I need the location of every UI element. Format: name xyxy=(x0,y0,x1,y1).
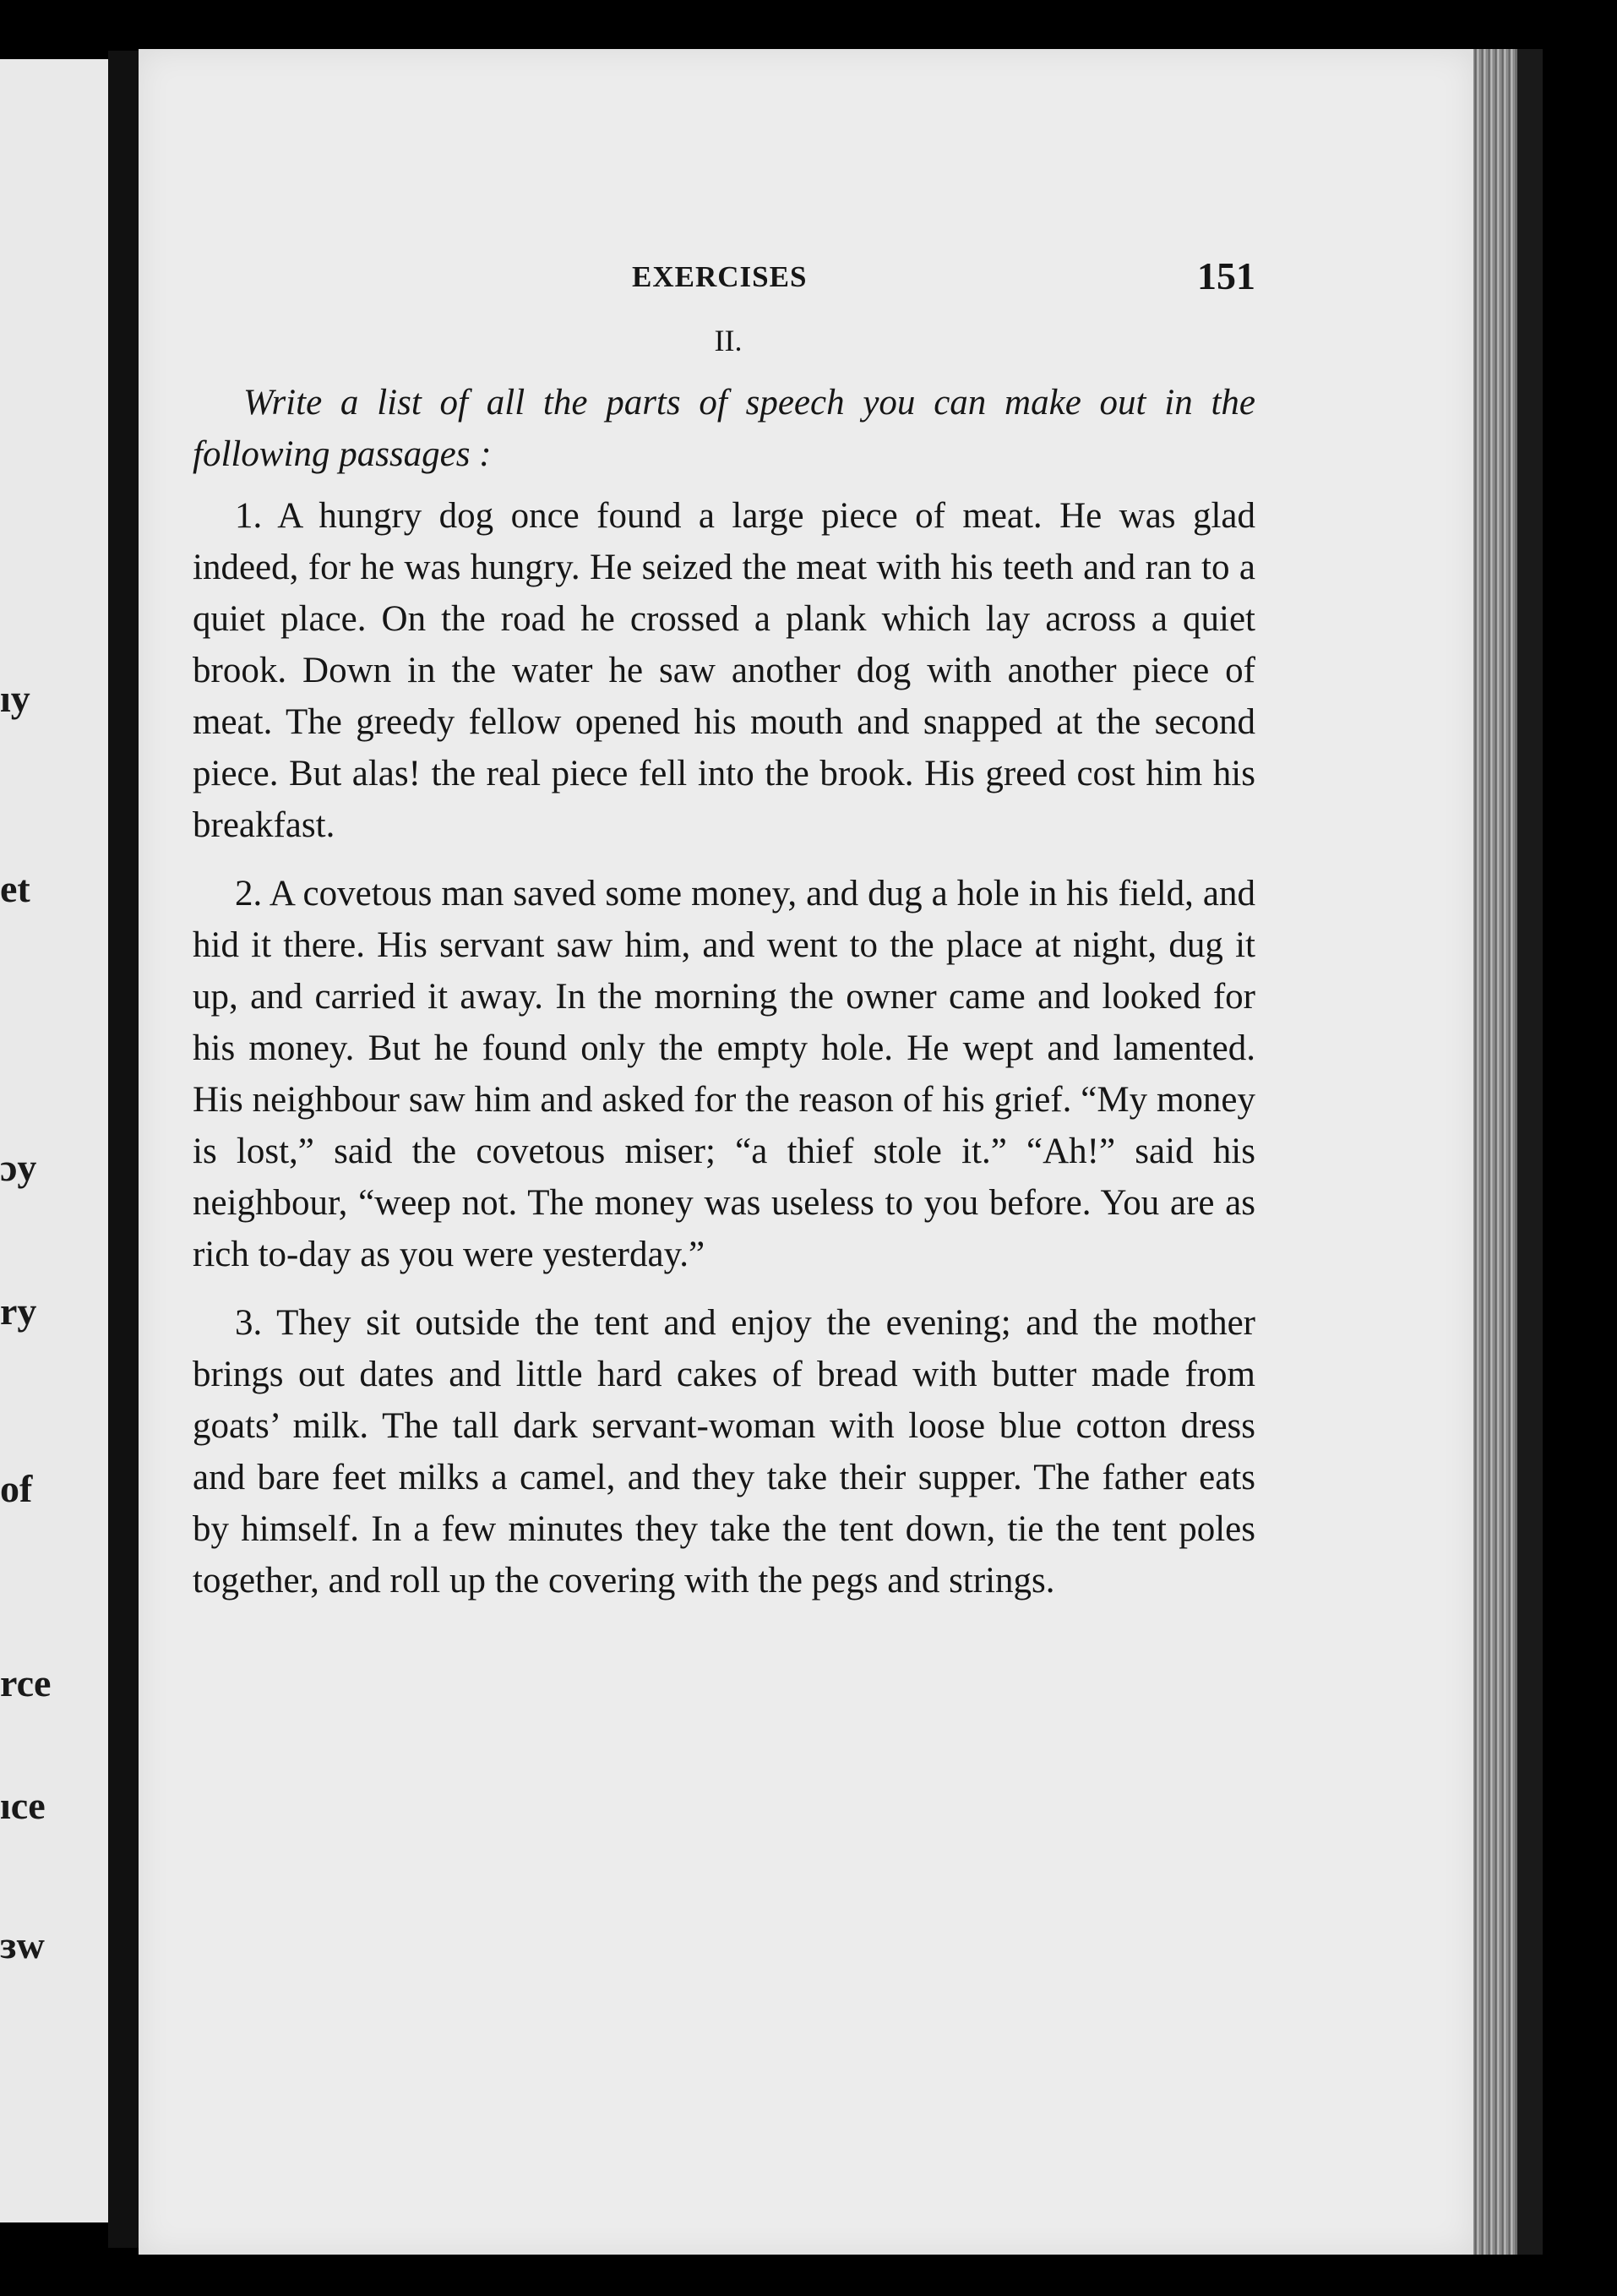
page-edges xyxy=(1473,49,1517,2255)
left-page-word: rce xyxy=(0,1661,52,1704)
left-page-word: ɜw xyxy=(0,1923,45,1966)
page-header xyxy=(193,254,1255,313)
book-gutter xyxy=(108,51,139,2248)
left-page-word: ıy xyxy=(0,677,30,720)
running-head: EXERCISES xyxy=(632,260,808,293)
passage-2: 2. A covetous man saved some money, and dug a hole in his field, and hid it there. His servant saw him, and went to the place at night, dug it up, and carried it away. In the morning the owner came and looked for his money. But he found only the empty hole. He wept and lamented. His neighbour saw him and asked for the reason of his grief. “My money is lost,” said the covetous miser; “a thief stole it.” “Ah!” said his neighbour, “weep not. The money was useless to you before. You are as rich to-day as you were yesterday.” xyxy=(193,874,1255,1274)
left-page-word: of xyxy=(0,1467,33,1510)
section-number: II. xyxy=(714,324,743,357)
passage-1: 1. A hungry dog once found a large piece of meat. He was glad indeed, for he was hungry. He seized the meat with his teeth and ran to a quiet place. On the road he crossed a plank which lay across a quiet brook. Down in the water he saw another dog with another piece of meat. The greedy fellow opened his mouth and snapped at the second piece. But alas! the real piece fell into the brook. His greed cost him his breakfast. xyxy=(193,496,1255,845)
exercise-instruction: Write a list of all the parts of speech you can make out in the following passages : xyxy=(193,383,1255,474)
left-page-word: ry xyxy=(0,1290,37,1333)
left-page-word: et xyxy=(0,867,30,910)
passage-3: 3. They sit outside the tent and enjoy the evening; and the mother brings out dates and little hard cakes of bread with butter made from goats’ milk. The tall dark servant-woman with loose blue cotton dress and bare feet milks a camel, and they take their supper. The father eats by himself. In a few minutes they take the tent down, tie the tent poles together, and roll up the covering with the pegs and strings. xyxy=(193,1303,1255,1601)
left-page-fragment xyxy=(0,59,108,2222)
left-page-word: ɔy xyxy=(0,1146,37,1189)
left-page-word: ıce xyxy=(0,1784,46,1827)
book-cover-edge xyxy=(1517,49,1543,2255)
page-number: 151 xyxy=(1197,254,1255,297)
page-text xyxy=(193,254,1255,1623)
